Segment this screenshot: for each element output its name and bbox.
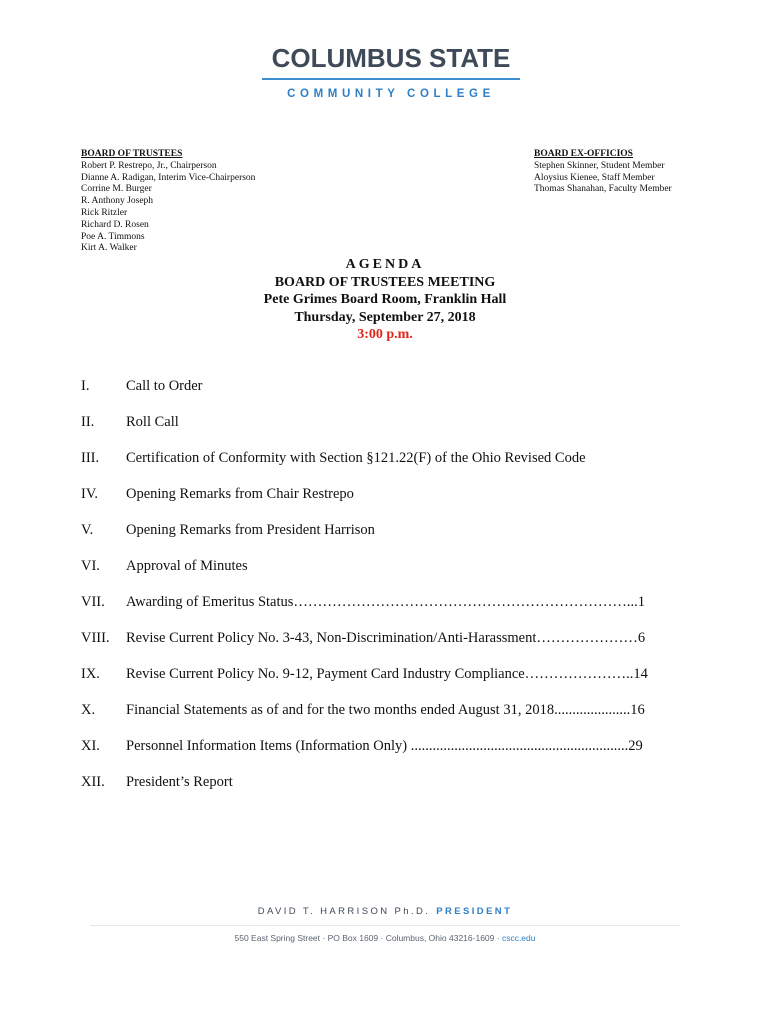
agenda-item [81, 522, 671, 542]
item-number: V. [81, 522, 94, 538]
trustee-name: Kirt A. Walker [81, 243, 137, 254]
address-text: 550 East Spring Street · PO Box 1609 · Columbus, Ohio 43216-1609 · [234, 933, 502, 943]
meeting-location: Pete Grimes Board Room, Franklin Hall [263, 292, 507, 307]
agenda-item [81, 594, 671, 614]
trustee-name: Robert P. Restrepo, Jr., Chairperson [81, 160, 217, 171]
item-text: Financial Statements as of and for the two months ended August 31, 2018.....................16 [126, 702, 645, 718]
board-of-trustees-list [81, 149, 255, 255]
item-text: Opening Remarks from Chair Restrepo [126, 486, 354, 502]
president-role: PRESIDENT [436, 906, 513, 917]
item-number: X. [81, 702, 96, 718]
item-text: Opening Remarks from President Harrison [126, 522, 375, 538]
president-name: DAVID T. HARRISON Ph.D. [257, 906, 431, 917]
agenda-item [81, 666, 671, 686]
exofficio-name: Stephen Skinner, Student Member [534, 160, 665, 171]
item-number: VIII. [81, 630, 110, 646]
trustee-name: Corrine M. Burger [81, 184, 152, 195]
item-number: VII. [81, 594, 105, 610]
logo-name: COLUMBUS STATE [271, 43, 511, 73]
exofficios-heading: BOARD EX-OFFICIOS [534, 149, 633, 159]
website-link[interactable]: cscc.edu [501, 933, 536, 943]
trustee-name: Poe A. Timmons [81, 231, 145, 242]
item-text: Certification of Conformity with Section §121.22(F) of the Ohio Revised Code [126, 450, 586, 466]
trustee-name: R. Anthony Joseph [81, 196, 154, 207]
board-ex-officios-list [534, 149, 672, 196]
agenda-item [81, 378, 671, 398]
item-text: Awarding of Emeritus Status……………………………………………………………...1 [126, 594, 646, 610]
footer-divider [90, 925, 680, 926]
item-number: XII. [81, 774, 105, 790]
agenda-item [81, 558, 671, 578]
agenda-title: AGENDA [345, 257, 425, 272]
college-logo [262, 44, 520, 100]
item-number: VI. [81, 558, 100, 574]
item-text: Personnel Information Items (Information Only) ............................................................29 [126, 738, 643, 754]
item-text: Revise Current Policy No. 9-12, Payment Card Industry Compliance…………………..14 [126, 666, 648, 682]
agenda-item [81, 450, 671, 470]
agenda-item [81, 738, 671, 758]
meeting-time: 3:00 p.m. [357, 327, 413, 342]
agenda-item [81, 414, 671, 434]
footer-address [0, 933, 770, 943]
item-number: IX. [81, 666, 100, 682]
agenda-item [81, 630, 671, 650]
item-number: IV. [81, 486, 99, 502]
trustee-name: Richard D. Rosen [81, 219, 149, 230]
item-number: III. [81, 450, 100, 466]
trustees-heading: BOARD OF TRUSTEES [81, 149, 183, 159]
logo-subtitle: COMMUNITY COLLEGE [287, 88, 495, 100]
item-text: Call to Order [126, 378, 203, 394]
agenda-header [0, 256, 770, 344]
agenda-item [81, 774, 671, 794]
trustee-name: Dianne A. Radigan, Interim Vice-Chairperson [81, 172, 256, 183]
item-number: I. [81, 378, 90, 394]
meeting-date: Thursday, September 27, 2018 [294, 309, 476, 325]
trustee-name: Rick Ritzler [81, 207, 128, 218]
item-text: Revise Current Policy No. 3-43, Non-Discrimination/Anti-Harassment…………………6 [126, 630, 646, 646]
agenda-item [81, 486, 671, 506]
agenda-item [81, 702, 671, 722]
meeting-name: BOARD OF TRUSTEES MEETING [274, 274, 496, 290]
item-number: XI. [81, 738, 100, 754]
item-text: President’s Report [126, 774, 233, 790]
item-text: Approval of Minutes [126, 558, 248, 574]
footer-president [0, 906, 770, 917]
item-text: Roll Call [126, 414, 179, 430]
exofficio-name: Aloysius Kienee, Staff Member [534, 172, 655, 183]
item-number: II. [81, 414, 95, 430]
exofficio-name: Thomas Shanahan, Faculty Member [534, 184, 672, 195]
logo-rule [262, 78, 520, 80]
